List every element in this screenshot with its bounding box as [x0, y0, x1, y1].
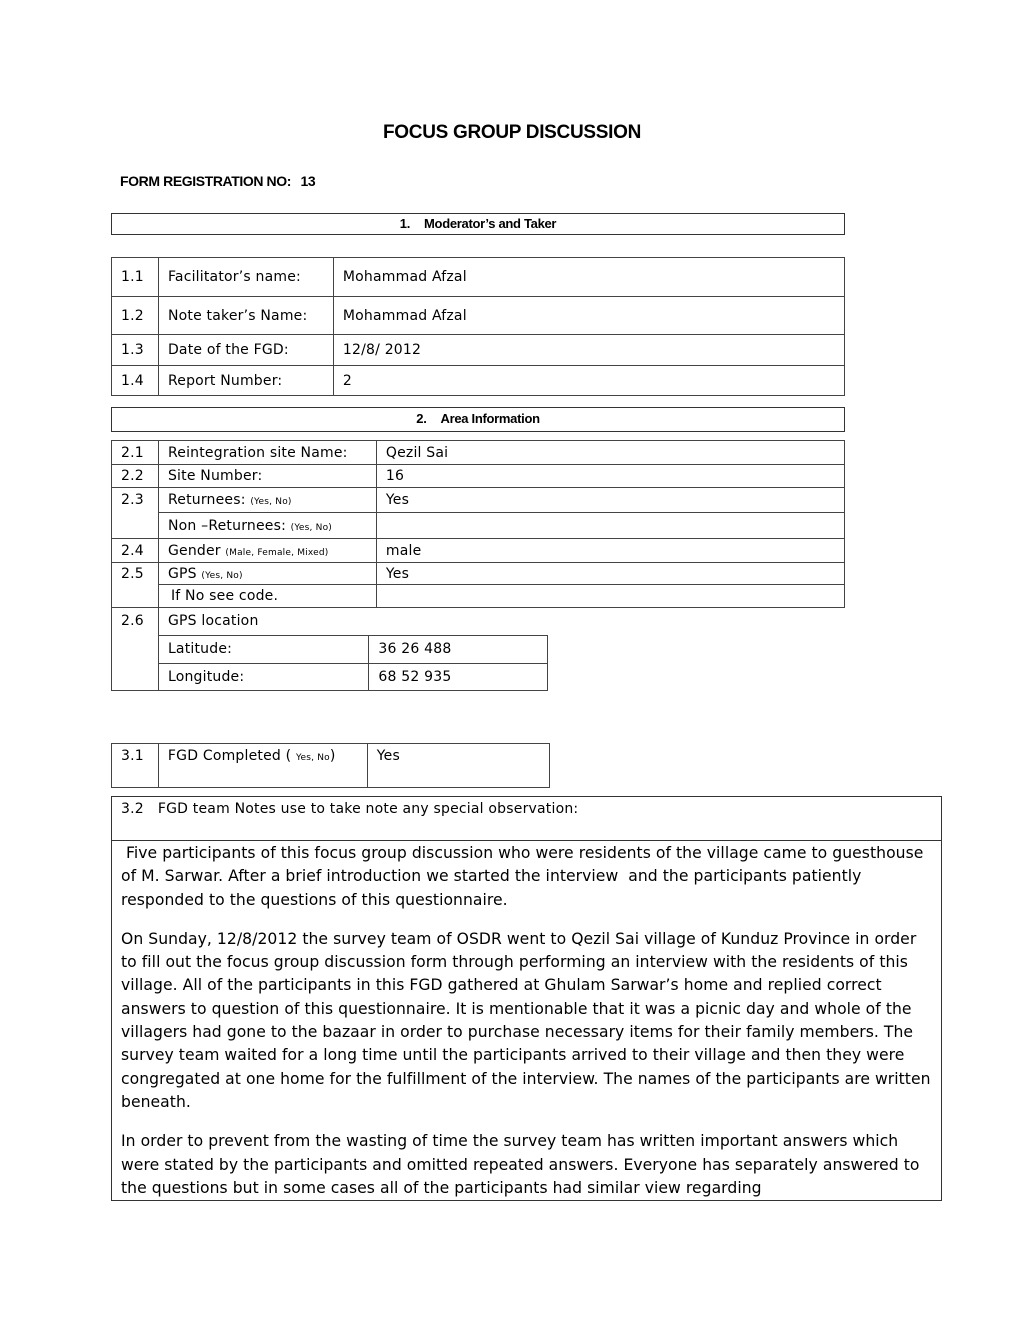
- fgd-completed-hint: Yes, No: [295, 753, 330, 763]
- gps-code-label-text: If No see code.: [170, 588, 279, 604]
- row-number-empty: [112, 513, 159, 539]
- non-returnees-hint: (Yes, No): [290, 522, 332, 533]
- section-2-header: [111, 407, 845, 432]
- table-row: [112, 366, 845, 396]
- row-number: 2.5: [112, 563, 159, 585]
- section-2-title: Area Information: [440, 411, 540, 426]
- gender-label: [158, 539, 376, 563]
- notes-section: [111, 796, 942, 1201]
- gender-value: male: [376, 539, 844, 563]
- row-number-empty: [112, 663, 159, 690]
- site-number-label: Site Number:: [158, 465, 376, 488]
- table-row: [112, 465, 845, 488]
- fgd-date-value: 12/8/ 2012: [333, 335, 844, 366]
- fgd-date-label: Date of the FGD:: [158, 335, 333, 366]
- note-taker-value: Mohammad Afzal: [333, 297, 844, 335]
- row-number: 1.3: [112, 335, 159, 366]
- fgd-completed-label: [158, 744, 367, 788]
- notes-paragraph: Five participants of this focus group discussion who were residents of the village came to guesthouse of M. Sarwar. After a brief introduction we started the interview and the participants patiently responded to the questions of this questionnaire.: [121, 844, 929, 909]
- table-row: [112, 607, 548, 635]
- fgd-completed-label-end: ): [329, 748, 336, 764]
- row-number-empty: [112, 585, 159, 608]
- report-number-label: Report Number:: [158, 366, 333, 396]
- row-number: 1.1: [112, 258, 159, 297]
- non-returnees-label-text: Non –Returnees:: [167, 517, 287, 534]
- gps-label: [158, 563, 376, 585]
- gps-location-label: GPS location: [158, 607, 547, 635]
- note-taker-label: Note taker’s Name:: [158, 297, 333, 335]
- moderator-table: [111, 257, 845, 396]
- section-1-header: [111, 213, 845, 235]
- section-1-number: 1.: [399, 216, 411, 231]
- site-name-label: Reintegration site Name:: [158, 441, 376, 465]
- returnees-hint: (Yes, No): [250, 497, 292, 507]
- non-returnees-value: [376, 513, 844, 539]
- longitude-label: Longitude:: [158, 663, 368, 690]
- table-row: [112, 663, 548, 690]
- gps-label-text: GPS: [167, 565, 197, 582]
- site-number-value: 16: [376, 465, 844, 488]
- latitude-value: 36 26 488: [369, 635, 548, 663]
- table-row: [112, 585, 845, 608]
- row-number: 2.2: [112, 465, 159, 488]
- gps-location-table: [111, 607, 548, 691]
- table-row: [112, 513, 845, 539]
- form-registration-label: FORM REGISTRATION NO:: [120, 173, 291, 189]
- table-row: [112, 635, 548, 663]
- notes-body: [112, 842, 941, 1200]
- notes-header: [112, 797, 941, 841]
- page-title: FOCUS GROUP DISCUSSION: [382, 122, 642, 143]
- table-row: [112, 563, 845, 585]
- notes-header-label: FGD team Notes use to take note any special observation:: [157, 801, 579, 817]
- gps-code-value: [376, 585, 844, 608]
- longitude-value: 68 52 935: [369, 663, 548, 690]
- row-number: 1.2: [112, 297, 159, 335]
- table-row: [112, 744, 550, 788]
- section-1-title: Moderator’s and Taker: [424, 216, 557, 231]
- table-row: [112, 488, 845, 513]
- notes-paragraph: In order to prevent from the wasting of time the survey team has written important answers which were stated by the participants and omitted repeated answers. Everyone has separately answered to the questions but in some cases all of the participants had similar view regarding: [121, 1132, 920, 1197]
- returnees-label-text: Returnees:: [167, 492, 246, 508]
- facilitator-name-label: Facilitator’s name:: [158, 258, 333, 297]
- notes-paragraph: On Sunday, 12/8/2012 the survey team of OSDR went to Qezil Sai village of Kunduz Province in order to fill out the focus group discussion form through performing an interview with the residents of this village. All of the participants in this FGD gathered at Ghulam Sarwar’s home and replied correct answers to question of this questionnaire. It is mentionable that it was a picnic day and whole of the villagers had gone to the bazaar in order to purchase necessary items for their family members. The survey team waited for a long time until the participants arrived to their village and then they were congregated at one home for the fulfillment of the interview. The names of the participants are written beneath.: [121, 929, 931, 1111]
- row-number: 2.1: [112, 441, 159, 465]
- fgd-completed-table: [111, 743, 550, 788]
- report-number-value: 2: [333, 366, 844, 396]
- area-info-table: [111, 440, 845, 608]
- row-number: 2.3: [112, 488, 159, 513]
- returnees-value: Yes: [376, 488, 844, 513]
- section-2-number: 2.: [416, 411, 427, 426]
- row-number: 1.4: [112, 366, 159, 396]
- notes-number: 3.2: [121, 801, 144, 817]
- fgd-completed-label-text: FGD Completed (: [167, 748, 292, 764]
- row-number: 2.4: [112, 539, 159, 563]
- non-returnees-label: [158, 513, 376, 539]
- latitude-label: Latitude:: [158, 635, 368, 663]
- row-number: 3.1: [112, 744, 159, 788]
- facilitator-name-value: Mohammad Afzal: [333, 258, 844, 297]
- site-name-value: Qezil Sai: [376, 441, 844, 465]
- row-number: 2.6: [112, 607, 159, 635]
- row-number-empty: [112, 635, 159, 663]
- table-row: [112, 335, 845, 366]
- gender-label-text: Gender: [167, 542, 221, 559]
- form-registration-value: 13: [300, 173, 316, 189]
- gps-value: Yes: [376, 563, 844, 585]
- returnees-label: [158, 488, 376, 513]
- table-row: [112, 539, 845, 563]
- form-registration: [120, 173, 315, 189]
- gps-hint: (Yes, No): [201, 570, 243, 581]
- gps-code-label: [158, 585, 376, 608]
- gender-hint: (Male, Female, Mixed): [225, 547, 329, 558]
- table-row: [112, 258, 845, 297]
- table-row: [112, 297, 845, 335]
- fgd-completed-value: Yes: [367, 744, 549, 788]
- table-row: [112, 441, 845, 465]
